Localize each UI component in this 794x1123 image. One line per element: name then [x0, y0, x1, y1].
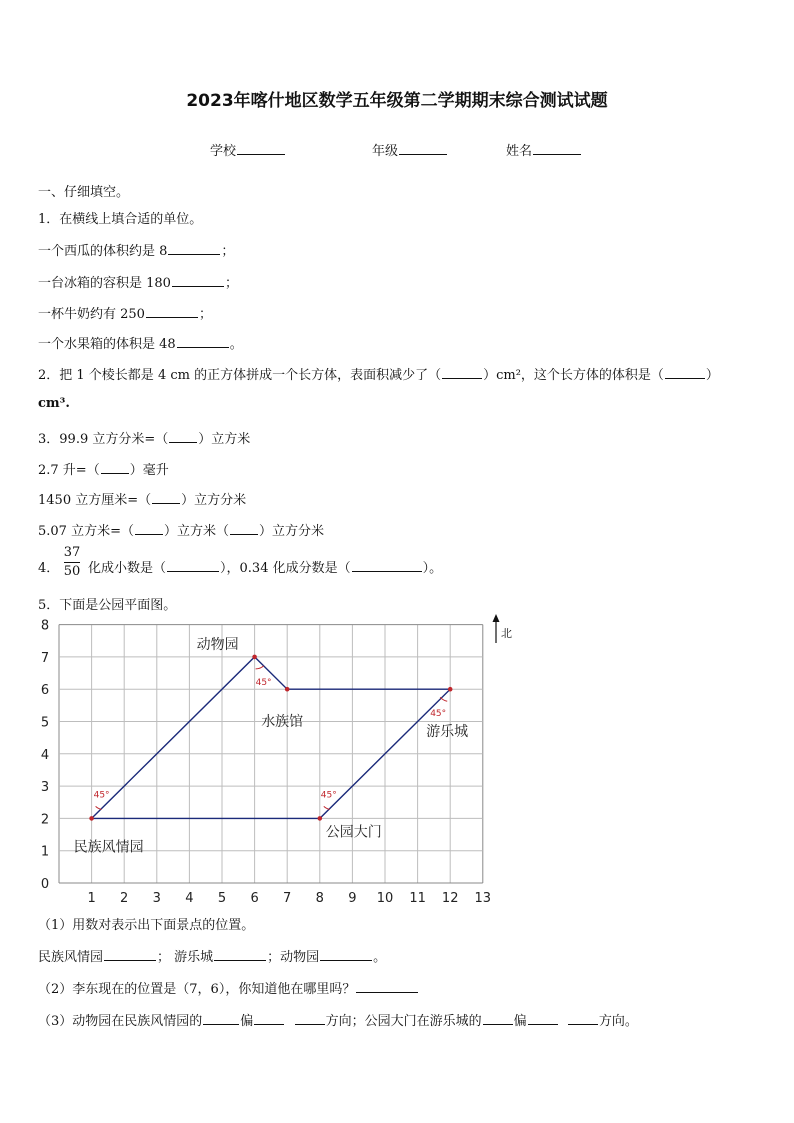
y-tick-label: 8 [40, 618, 50, 634]
x-tick-label: 2 [120, 891, 129, 906]
landmark-labels [74, 636, 469, 856]
answer-blank[interactable] [169, 441, 197, 443]
q2-unit: cm³. [38, 396, 70, 411]
section-heading: 一、仔细填空。 [38, 185, 130, 200]
answer-blank[interactable] [104, 959, 156, 961]
x-tick-label: 1 [87, 891, 96, 906]
angle-arc [256, 666, 264, 669]
q5-stem: 5．下面是公园平面图。 [38, 598, 177, 613]
school-field[interactable]: 学校 [210, 140, 286, 159]
x-tick-label: 6 [250, 891, 259, 906]
angle-marks [94, 666, 448, 810]
landmark-point [252, 655, 257, 660]
fraction-numerator: 37 [63, 545, 81, 560]
q5-sub1-line: 民族风情园 ； 游乐城 ；动物园 。 [38, 950, 387, 965]
landmark-label: 公园大门 [325, 824, 382, 841]
answer-blank[interactable] [442, 377, 482, 379]
landmark-point [89, 816, 94, 821]
answer-blank[interactable] [356, 991, 418, 993]
answer-blank[interactable] [101, 472, 129, 474]
q5-sub1: （1）用数对表示出下面景点的位置。 [38, 918, 255, 933]
answer-blank[interactable] [214, 959, 266, 961]
q3-line: 3．99.9 立方分米=（ ）立方米 [38, 432, 251, 447]
angle-label: 45° [320, 790, 337, 801]
angle-label: 45° [255, 677, 272, 688]
north-label: 北 [501, 627, 512, 640]
axis-tick-labels [41, 619, 491, 906]
answer-blank[interactable] [568, 1023, 598, 1025]
x-tick-label: 13 [474, 891, 492, 906]
y-tick-label: 4 [40, 747, 50, 763]
q1-item: 一个水果箱的体积是 48 。 [38, 337, 243, 352]
landmark-point [285, 687, 290, 692]
x-tick-label: 3 [152, 891, 161, 906]
answer-blank[interactable] [172, 285, 224, 287]
school-blank[interactable] [237, 153, 285, 155]
q3-line: 2.7 升=（ ）毫升 [38, 463, 169, 478]
y-tick-label: 1 [40, 844, 50, 860]
angle-arc [324, 806, 330, 809]
angle-arc [440, 697, 447, 701]
q1-item: 一杯牛奶约有 250 ； [38, 307, 212, 322]
landmark-point [448, 687, 453, 692]
x-tick-label: 11 [409, 891, 426, 906]
q4-number: 4． [38, 561, 60, 576]
grade-blank[interactable] [399, 153, 447, 155]
answer-blank[interactable] [152, 502, 180, 504]
answer-blank[interactable] [254, 1023, 284, 1025]
q5-sub2: （2）李东现在的位置是（7，6），你知道他在哪里吗？ [38, 978, 419, 997]
y-tick-label: 6 [40, 683, 50, 699]
angle-label: 45° [93, 790, 110, 801]
page-title: 2023年喀什地区数学五年级第二学期期末综合测试试题 [186, 91, 608, 111]
answer-blank[interactable] [168, 253, 220, 255]
name-field[interactable]: 姓名 [506, 140, 582, 159]
q3-line: 5.07 立方米=（ ）立方米（ ）立方分米 [38, 524, 325, 539]
answer-blank[interactable] [528, 1023, 558, 1025]
x-tick-label: 5 [217, 891, 227, 906]
y-tick-label: 0 [40, 877, 50, 892]
answer-blank[interactable] [483, 1023, 513, 1025]
park-map-chart [0, 612, 794, 912]
x-tick-label: 7 [283, 891, 292, 906]
x-tick-label: 8 [315, 891, 324, 906]
y-tick-label: 2 [40, 812, 50, 828]
y-tick-label: 5 [40, 715, 50, 731]
answer-blank[interactable] [230, 533, 258, 535]
q2-line: 2．把 1 个棱长都是 4 cm 的正方体拼成一个长方体，表面积减少了（ ）cm²，这个长方体的体积是（ ） [38, 368, 719, 383]
angle-arc [96, 806, 102, 809]
answer-blank[interactable] [203, 1023, 239, 1025]
name-blank[interactable] [533, 153, 581, 155]
answer-blank[interactable] [146, 316, 198, 318]
q4-line: 化成小数是（ ），0.34 化成分数是（ ）。 [88, 561, 443, 576]
x-tick-label: 12 [441, 891, 459, 906]
q5-sub3: （3）动物园在民族风情园的 偏 方向；公园大门在游乐城的 偏 方向。 [38, 1014, 638, 1029]
fraction-denominator: 50 [63, 564, 81, 579]
landmark-label: 动物园 [196, 636, 239, 653]
grade-field[interactable]: 年级 [372, 140, 448, 159]
angle-label: 45° [430, 709, 447, 720]
y-tick-label: 7 [40, 650, 50, 666]
answer-blank[interactable] [352, 570, 422, 572]
landmark-label: 水族馆 [261, 714, 304, 731]
q1-item: 一个西瓜的体积约是 8 ； [38, 244, 235, 259]
answer-blank[interactable] [320, 959, 372, 961]
answer-blank[interactable] [177, 346, 229, 348]
x-tick-label: 9 [348, 891, 357, 906]
x-tick-label: 4 [185, 891, 194, 906]
landmark-label: 游乐城 [426, 724, 469, 741]
x-tick-label: 10 [376, 891, 394, 906]
landmark-point [318, 816, 323, 821]
fraction [62, 544, 82, 581]
answer-blank[interactable] [167, 570, 219, 572]
q3-line: 1450 立方厘米=（ ）立方分米 [38, 493, 247, 508]
answer-blank[interactable] [665, 377, 705, 379]
answer-blank[interactable] [295, 1023, 325, 1025]
q1-stem: 1．在横线上填合适的单位。 [38, 212, 203, 227]
landmark-label: 民族风情园 [73, 839, 144, 856]
q1-item: 一台冰箱的容积是 180 ； [38, 276, 238, 291]
north-arrow-icon [493, 614, 513, 643]
answer-blank[interactable] [135, 533, 163, 535]
y-tick-label: 3 [40, 780, 50, 796]
